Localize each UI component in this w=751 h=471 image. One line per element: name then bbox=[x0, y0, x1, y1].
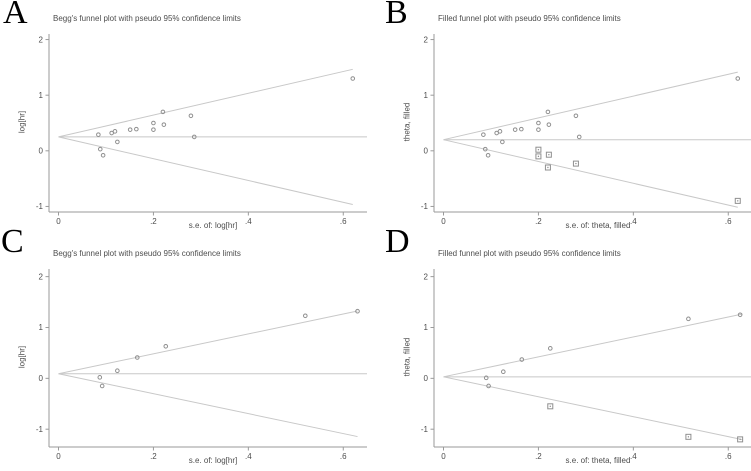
x-tick-label: 0 bbox=[56, 217, 61, 226]
y-tick-label: -1 bbox=[420, 202, 428, 212]
y-tick-label: 0 bbox=[38, 374, 43, 384]
study-point bbox=[537, 121, 541, 125]
lower-ci-limit-line bbox=[444, 140, 738, 208]
panel-letter: B bbox=[385, 0, 408, 31]
x-axis-label: s.e. of: theta, filled bbox=[565, 456, 631, 465]
study-point bbox=[152, 128, 156, 132]
upper-ci-limit-line bbox=[444, 72, 738, 140]
study-point bbox=[546, 110, 550, 114]
lower-ci-limit-line bbox=[444, 377, 743, 440]
x-tick-label: .2 bbox=[535, 217, 542, 226]
x-tick-label: .6 bbox=[724, 452, 732, 461]
study-point bbox=[152, 121, 156, 125]
study-point bbox=[164, 345, 168, 349]
study-point bbox=[687, 317, 691, 321]
funnel-plot-c bbox=[0, 235, 376, 471]
study-point bbox=[189, 114, 193, 118]
x-tick-label: .4 bbox=[630, 452, 637, 461]
study-point bbox=[548, 347, 552, 351]
imputed-study-point-dot bbox=[548, 154, 549, 155]
x-tick-label: .6 bbox=[724, 217, 732, 226]
imputed-study-point-dot bbox=[575, 163, 576, 164]
panel-letter: D bbox=[385, 223, 410, 260]
funnel-plot-d bbox=[375, 235, 751, 471]
x-tick-label: .2 bbox=[535, 452, 542, 461]
y-tick-label: 2 bbox=[423, 35, 428, 45]
x-tick-label: .4 bbox=[245, 452, 252, 461]
x-tick-label: .4 bbox=[245, 217, 252, 226]
upper-ci-limit-line bbox=[59, 311, 358, 374]
study-point bbox=[577, 135, 581, 139]
x-tick-label: .4 bbox=[630, 217, 637, 226]
study-point bbox=[574, 114, 578, 118]
panel-a bbox=[0, 0, 376, 236]
y-axis-label: theta, filled bbox=[402, 102, 412, 142]
y-axis-label: log[hr] bbox=[17, 345, 27, 369]
lower-ci-limit-line bbox=[59, 137, 353, 205]
x-tick-label: .6 bbox=[339, 217, 347, 226]
panel-letter: C bbox=[1, 223, 24, 260]
panel-b bbox=[375, 0, 751, 236]
y-axis-label: log[hr] bbox=[17, 110, 27, 134]
study-point bbox=[547, 123, 551, 127]
study-point bbox=[113, 130, 117, 134]
plot-title: Begg's funnel plot with pseudo 95% confidence limits bbox=[53, 14, 241, 23]
y-tick-label: 1 bbox=[423, 90, 428, 100]
upper-ci-limit-line bbox=[444, 314, 743, 377]
x-tick-label: 0 bbox=[56, 452, 61, 461]
funnel-plot-b bbox=[375, 0, 751, 236]
study-point bbox=[116, 140, 120, 144]
imputed-study-point-dot bbox=[538, 149, 539, 150]
y-tick-label: -1 bbox=[420, 424, 428, 434]
imputed-study-point-dot bbox=[737, 200, 738, 201]
study-point bbox=[128, 128, 132, 132]
study-point bbox=[135, 127, 139, 131]
y-tick-label: -1 bbox=[35, 424, 43, 434]
plot-title: Filled funnel plot with pseudo 95% confidence limits bbox=[438, 249, 621, 258]
x-axis-label: s.e. of: log[hr] bbox=[188, 221, 238, 230]
study-point bbox=[520, 127, 524, 131]
y-tick-label: 0 bbox=[38, 146, 43, 156]
study-point bbox=[513, 128, 517, 132]
x-tick-label: .6 bbox=[339, 452, 347, 461]
study-point bbox=[736, 77, 740, 81]
imputed-study-point-dot bbox=[547, 167, 548, 168]
y-tick-label: 0 bbox=[423, 146, 428, 156]
study-point bbox=[116, 369, 120, 373]
funnel-plot-a bbox=[0, 0, 376, 236]
plot-title: Filled funnel plot with pseudo 95% confidence limits bbox=[438, 14, 621, 23]
study-point bbox=[100, 384, 104, 388]
imputed-study-point-dot bbox=[538, 156, 539, 157]
study-point bbox=[101, 153, 105, 157]
x-axis-label: s.e. of: theta, filled bbox=[565, 221, 631, 230]
upper-ci-limit-line bbox=[59, 69, 353, 137]
x-tick-label: .2 bbox=[150, 452, 157, 461]
imputed-study-point-dot bbox=[688, 436, 689, 437]
y-tick-label: 1 bbox=[423, 323, 428, 333]
y-axis-label: theta, filled bbox=[402, 337, 412, 377]
study-point bbox=[486, 153, 490, 157]
x-axis-label: s.e. of: log[hr] bbox=[188, 456, 238, 465]
study-point bbox=[98, 147, 102, 151]
study-point bbox=[351, 77, 355, 81]
panel-d bbox=[375, 223, 751, 471]
y-tick-label: 2 bbox=[423, 272, 428, 282]
imputed-study-point-dot bbox=[550, 406, 551, 407]
study-point bbox=[537, 128, 541, 132]
panel-c bbox=[0, 223, 376, 471]
study-point bbox=[498, 130, 502, 134]
study-point bbox=[501, 140, 505, 144]
x-tick-label: 0 bbox=[441, 217, 446, 226]
lower-ci-limit-line bbox=[59, 374, 358, 437]
study-point bbox=[97, 133, 101, 137]
y-tick-label: 2 bbox=[38, 272, 43, 282]
imputed-study-point-dot bbox=[739, 439, 740, 440]
study-point bbox=[162, 123, 166, 127]
y-tick-label: 0 bbox=[423, 374, 428, 384]
x-tick-label: .2 bbox=[150, 217, 157, 226]
study-point bbox=[98, 376, 102, 380]
study-point bbox=[304, 314, 308, 318]
y-tick-label: -1 bbox=[35, 202, 43, 212]
study-point bbox=[482, 133, 486, 137]
panel-letter: A bbox=[3, 0, 28, 31]
plot-title: Begg's funnel plot with pseudo 95% confidence limits bbox=[53, 249, 241, 258]
study-point bbox=[502, 370, 506, 374]
y-tick-label: 2 bbox=[38, 35, 43, 45]
x-tick-label: 0 bbox=[441, 452, 446, 461]
y-tick-label: 1 bbox=[38, 90, 43, 100]
y-tick-label: 1 bbox=[38, 323, 43, 333]
